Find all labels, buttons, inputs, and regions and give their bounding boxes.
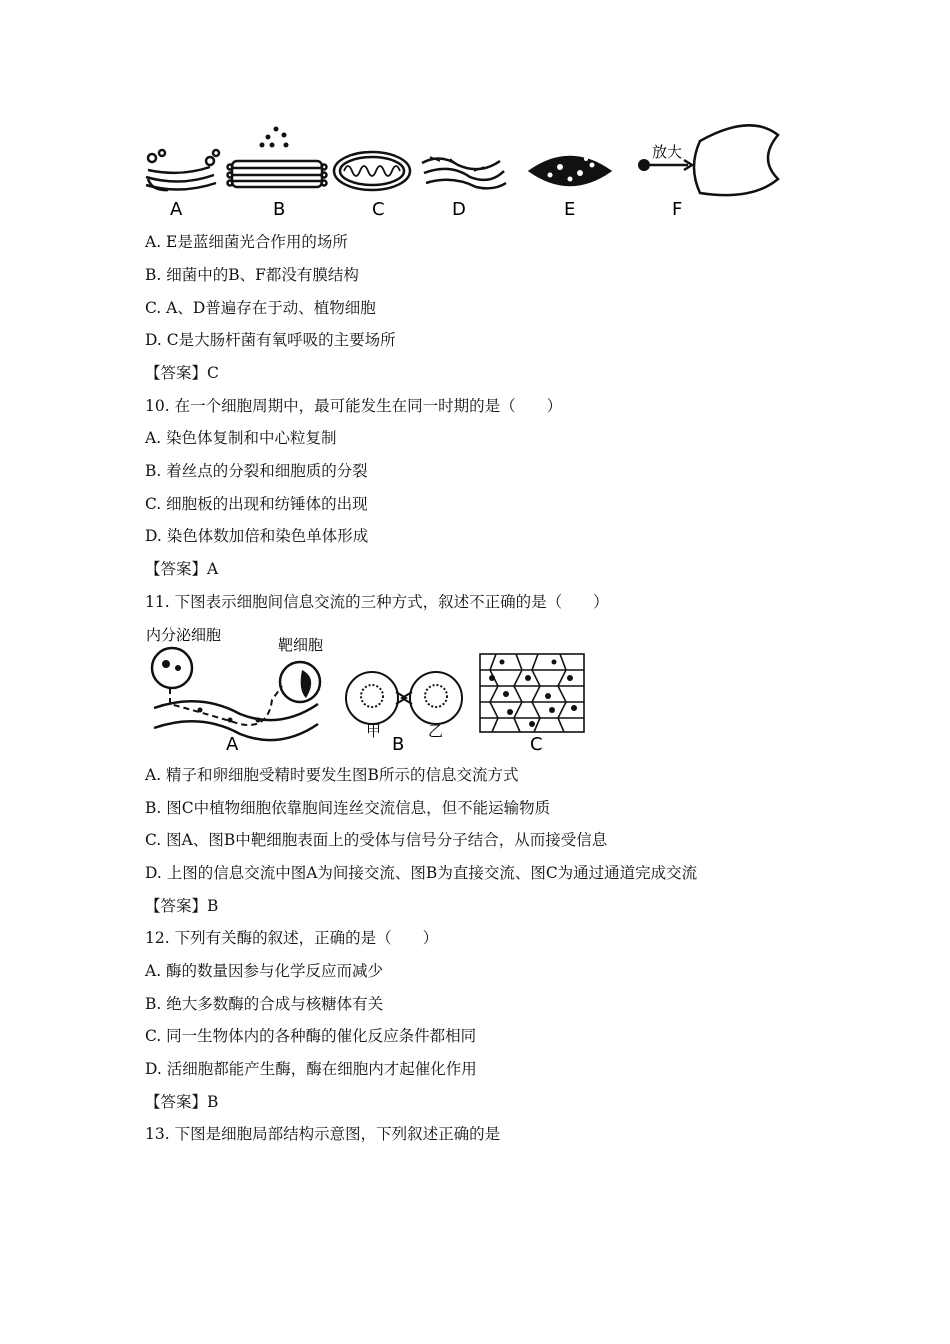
q12-stem: 12. 下列有关酶的叙述，正确的是（ ） [145,929,439,947]
q12-option-d: D. 活细胞都能产生酶，酶在细胞内才起催化作用 [145,1060,477,1078]
organelle-label-d: D [452,199,466,220]
mitochondrion-drawing [334,152,410,190]
panel-label-b: B [392,734,405,755]
cell-jia-label: 甲 [366,722,382,740]
panel-c-drawing [480,654,584,732]
cell-yi-label: 乙 [428,722,444,740]
q10-stem: 10. 在一个细胞周期中，最可能发生在同一时期的是（ ） [145,397,563,415]
q10-answer: 【答案】A [145,560,219,578]
q11-option-c: C. 图A、图B中靶细胞表面上的受体与信号分子结合，从而接受信息 [145,831,608,849]
panel-a-drawing [152,648,320,740]
panel-label-a: A [226,734,239,755]
q10-option-a: A. 染色体复制和中心粒复制 [145,429,337,447]
q9-option-b: B. 细菌中的B、F都没有膜结构 [145,266,359,284]
q11-option-a: A. 精子和卵细胞受精时要发生图B所示的信息交流方式 [145,766,519,784]
q12-option-b: B. 绝大多数酶的合成与核糖体有关 [145,995,384,1013]
organelle-label-b: B [273,199,286,220]
cell-signaling-figure [140,620,590,755]
q12-answer: 【答案】B [145,1093,219,1111]
q9-option-a: A. E是蓝细菌光合作用的场所 [145,233,348,251]
golgi-drawing [146,150,219,190]
q11-stem: 11. 下图表示细胞间信息交流的三种方式，叙述不正确的是（ ） [145,593,609,611]
q9-option-d: D. C是大肠杆菌有氧呼吸的主要场所 [145,331,396,349]
rough-er-drawing [422,157,506,188]
organelle-label-f: F [672,199,683,220]
q12-option-a: A. 酶的数量因参与化学反应而减少 [145,962,384,980]
q11-answer: 【答案】B [145,897,219,915]
ribosome-er-drawing [228,161,327,187]
q11-option-b: B. 图C中植物细胞依靠胞间连丝交流信息，但不能运输物质 [145,799,551,817]
organelle-label-a: A [170,199,183,220]
q11-option-d: D. 上图的信息交流中图A为间接交流、图B为直接交流、图C为通过通道完成交流 [145,864,698,882]
panel-b-drawing [346,672,462,724]
q9-option-c: C. A、D普遍存在于动、植物细胞 [145,299,376,317]
q12-option-c: C. 同一生物体内的各种酶的催化反应条件都相同 [145,1027,477,1045]
organelle-figure [140,115,790,225]
organelle-label-e: E [564,199,576,220]
q10-option-c: C. 细胞板的出现和纺锤体的出现 [145,495,368,513]
q9-answer: 【答案】C [145,364,219,382]
q13-stem: 13. 下图是细胞局部结构示意图，下列叙述正确的是 [145,1125,501,1143]
panel-label-c: C [530,734,543,755]
target-cell-label: 靶细胞 [278,636,324,654]
endocrine-cell-label: 内分泌细胞 [146,626,222,644]
q10-option-b: B. 着丝点的分裂和细胞质的分裂 [145,462,368,480]
magnify-label: 放大 [652,143,683,161]
q10-option-d: D. 染色体数加倍和染色单体形成 [145,527,369,545]
organelle-label-c: C [372,199,385,220]
